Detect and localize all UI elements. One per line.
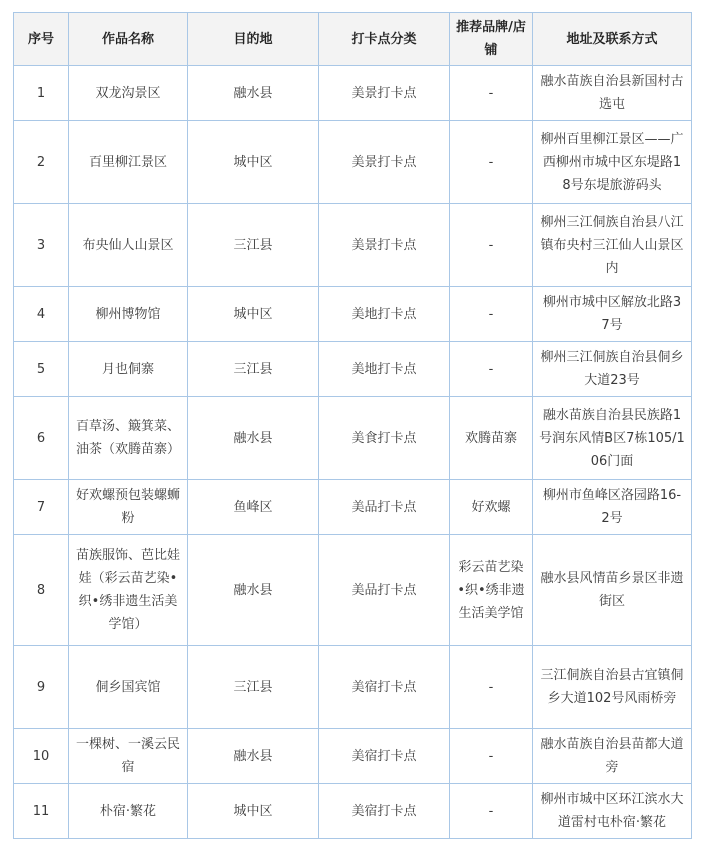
cell-address: 融水苗族自治县苗都大道旁 [533, 729, 692, 784]
table-row [14, 646, 692, 729]
cell-no: 1 [14, 66, 69, 121]
cell-destination: 三江县 [188, 342, 319, 397]
cell-category: 美宿打卡点 [319, 729, 450, 784]
cell-name: 百草汤、簸箕菜、油茶（欢腾苗寨） [69, 397, 188, 480]
cell-destination: 城中区 [188, 287, 319, 342]
table-row [14, 480, 692, 535]
cell-address: 三江侗族自治县古宜镇侗乡大道102号风雨桥旁 [533, 646, 692, 729]
table-row [14, 729, 692, 784]
cell-no: 5 [14, 342, 69, 397]
table-row [14, 535, 692, 646]
cell-address: 柳州三江侗族自治县八江镇布央村三江仙人山景区内 [533, 204, 692, 287]
table-body [14, 66, 692, 839]
cell-category: 美景打卡点 [319, 204, 450, 287]
cell-destination: 三江县 [188, 204, 319, 287]
cell-name: 双龙沟景区 [69, 66, 188, 121]
cell-name: 一棵树、一溪云民宿 [69, 729, 188, 784]
cell-brand: - [450, 121, 533, 204]
cell-brand: 欢腾苗寨 [450, 397, 533, 480]
cell-destination: 融水县 [188, 729, 319, 784]
cell-name: 侗乡国宾馆 [69, 646, 188, 729]
table-row [14, 342, 692, 397]
cell-destination: 鱼峰区 [188, 480, 319, 535]
cell-destination: 融水县 [188, 535, 319, 646]
cell-name: 柳州博物馆 [69, 287, 188, 342]
cell-name: 月也侗寨 [69, 342, 188, 397]
cell-brand: - [450, 66, 533, 121]
header-name: 作品名称 [69, 13, 188, 66]
cell-no: 6 [14, 397, 69, 480]
cell-no: 10 [14, 729, 69, 784]
cell-address: 柳州三江侗族自治县侗乡大道23号 [533, 342, 692, 397]
cell-name: 百里柳江景区 [69, 121, 188, 204]
cell-category: 美地打卡点 [319, 287, 450, 342]
cell-name: 布央仙人山景区 [69, 204, 188, 287]
cell-brand: - [450, 204, 533, 287]
cell-address: 柳州市城中区解放北路37号 [533, 287, 692, 342]
cell-category: 美景打卡点 [319, 66, 450, 121]
cell-no: 11 [14, 784, 69, 839]
cell-destination: 城中区 [188, 784, 319, 839]
table-row [14, 204, 692, 287]
cell-no: 9 [14, 646, 69, 729]
cell-name: 朴宿·繁花 [69, 784, 188, 839]
cell-brand: - [450, 342, 533, 397]
header-brand: 推荐品牌/店铺 [450, 13, 533, 66]
cell-address: 柳州百里柳江景区——广西柳州市城中区东堤路18号东堤旅游码头 [533, 121, 692, 204]
cell-destination: 三江县 [188, 646, 319, 729]
header-destination: 目的地 [188, 13, 319, 66]
cell-no: 8 [14, 535, 69, 646]
cell-address: 融水县风情苗乡景区非遗街区 [533, 535, 692, 646]
cell-destination: 城中区 [188, 121, 319, 204]
cell-category: 美品打卡点 [319, 535, 450, 646]
cell-brand: - [450, 784, 533, 839]
cell-category: 美景打卡点 [319, 121, 450, 204]
cell-name: 好欢螺预包装螺蛳粉 [69, 480, 188, 535]
table-row [14, 287, 692, 342]
cell-name: 苗族服饰、芭比娃娃（彩云苗艺染•织•绣非遗生活美学馆） [69, 535, 188, 646]
cell-category: 美食打卡点 [319, 397, 450, 480]
cell-destination: 融水县 [188, 397, 319, 480]
table-row [14, 397, 692, 480]
table-row [14, 121, 692, 204]
header-no: 序号 [14, 13, 69, 66]
cell-brand: 彩云苗艺染•织•绣非遗生活美学馆 [450, 535, 533, 646]
header-category: 打卡点分类 [319, 13, 450, 66]
cell-no: 7 [14, 480, 69, 535]
cell-category: 美地打卡点 [319, 342, 450, 397]
cell-brand: - [450, 646, 533, 729]
cell-category: 美宿打卡点 [319, 646, 450, 729]
cell-address: 融水苗族自治县新国村古选屯 [533, 66, 692, 121]
cell-no: 4 [14, 287, 69, 342]
cell-category: 美品打卡点 [319, 480, 450, 535]
header-address: 地址及联系方式 [533, 13, 692, 66]
cell-no: 2 [14, 121, 69, 204]
cell-brand: 好欢螺 [450, 480, 533, 535]
cell-address: 柳州市鱼峰区洛园路16-2号 [533, 480, 692, 535]
cell-no: 3 [14, 204, 69, 287]
cell-address: 融水苗族自治县民族路1号润东风情B区7栋105/106门面 [533, 397, 692, 480]
table-row [14, 784, 692, 839]
cell-brand: - [450, 729, 533, 784]
cell-brand: - [450, 287, 533, 342]
table-row [14, 66, 692, 121]
header-row [14, 13, 692, 66]
cell-destination: 融水县 [188, 66, 319, 121]
cell-address: 柳州市城中区环江滨水大道雷村屯朴宿·繁花 [533, 784, 692, 839]
cell-category: 美宿打卡点 [319, 784, 450, 839]
checkin-points-table [13, 12, 692, 839]
